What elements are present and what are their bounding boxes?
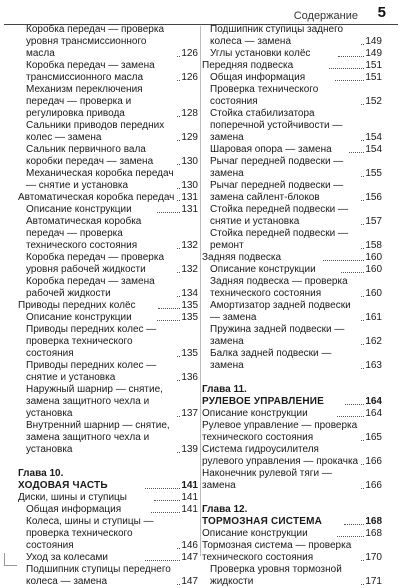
toc-page-number: 154 bbox=[365, 132, 382, 143]
toc-entry-text: Шаровая опора — замена bbox=[210, 144, 332, 155]
toc-entry-text: Общая информация bbox=[210, 72, 306, 83]
toc-page-number: 168 bbox=[365, 528, 383, 539]
toc-section[interactable] bbox=[202, 420, 382, 444]
toc-entry[interactable] bbox=[18, 276, 198, 300]
toc-page-number: 151 bbox=[365, 60, 383, 71]
toc-entry-text: Балка задней подвески — замена bbox=[210, 348, 332, 371]
toc-entry[interactable] bbox=[18, 216, 198, 252]
dot-leader bbox=[361, 248, 364, 249]
chapter-title-row bbox=[202, 516, 382, 528]
dot-leader bbox=[361, 560, 364, 561]
toc-page-number: 146 bbox=[181, 540, 198, 551]
toc-entry-text: Автоматическая коробка передач — проверка технического состояния bbox=[26, 216, 142, 251]
toc-entry-text: Диски, шины и ступицы bbox=[18, 492, 127, 503]
toc-page-number: 134 bbox=[181, 288, 198, 299]
dot-leader bbox=[177, 164, 180, 165]
toc-page-number: 164 bbox=[365, 408, 383, 419]
chapter-title-row bbox=[202, 396, 382, 408]
toc-section[interactable] bbox=[18, 192, 198, 204]
toc-entry-text: Описание конструкции bbox=[26, 312, 132, 323]
dot-leader bbox=[361, 488, 364, 489]
dot-leader bbox=[361, 140, 364, 141]
dot-leader bbox=[338, 56, 364, 57]
toc-entry-text: Механизм переключения передач — проверка и регулировка привода bbox=[26, 84, 143, 119]
toc-entry-text: Проверка технического состояния bbox=[210, 84, 319, 107]
toc-page-number: 132 bbox=[181, 240, 198, 251]
toc-page-number: 135 bbox=[181, 348, 198, 359]
page-number: 5 bbox=[377, 4, 386, 21]
dot-leader bbox=[329, 68, 364, 69]
dot-leader bbox=[145, 560, 181, 561]
dot-leader bbox=[361, 44, 364, 45]
toc-entry-text: Стойка передней подвески — снятие и установка bbox=[210, 204, 349, 227]
toc-entry-text: Сальники приводов передних колес — замена bbox=[26, 120, 165, 143]
toc-page-number: 171 bbox=[365, 576, 382, 587]
toc-entry-text: Тормозная система — проверка технического состояния bbox=[202, 540, 352, 563]
chapter-title: ТОРМОЗНАЯ СИСТЕМА bbox=[202, 516, 323, 527]
toc-page-number: 149 bbox=[365, 36, 382, 47]
toc-section[interactable] bbox=[202, 444, 382, 468]
toc-entry[interactable] bbox=[202, 300, 382, 324]
toc-entry-text: Стойка передней подвески — ремонт bbox=[210, 228, 349, 251]
toc-page-number: 149 bbox=[365, 48, 383, 59]
toc-page-number: 130 bbox=[181, 156, 198, 167]
dot-leader bbox=[177, 56, 180, 57]
toc-page-number: 157 bbox=[365, 216, 382, 227]
toc-entry[interactable] bbox=[18, 168, 198, 192]
toc-section[interactable] bbox=[202, 528, 382, 540]
section-title: Содержание bbox=[293, 10, 358, 22]
toc-entry[interactable] bbox=[202, 348, 382, 372]
dot-leader bbox=[177, 248, 180, 249]
toc-entry-text: Приводы передних колёс bbox=[18, 300, 136, 311]
toc-entry-text: Подшипник ступицы переднего колеса — замена bbox=[26, 564, 171, 587]
dot-leader bbox=[335, 80, 364, 81]
toc-entry[interactable] bbox=[18, 252, 198, 276]
toc-page-number: 161 bbox=[365, 312, 382, 323]
dot-leader bbox=[177, 188, 180, 189]
toc-entry[interactable] bbox=[202, 48, 382, 60]
toc-entry[interactable] bbox=[18, 24, 198, 60]
toc-page-number: 135 bbox=[181, 312, 199, 323]
dot-leader bbox=[177, 140, 180, 141]
dot-leader bbox=[361, 224, 364, 225]
toc-page-number: 132 bbox=[181, 264, 198, 275]
toc-entry[interactable] bbox=[18, 312, 198, 324]
toc-entry[interactable] bbox=[202, 180, 382, 204]
toc-entry-text: Автоматическая коробка передач bbox=[18, 192, 175, 203]
toc-entry[interactable] bbox=[202, 144, 382, 156]
dot-leader bbox=[158, 308, 180, 309]
dot-leader bbox=[361, 440, 364, 441]
toc-page-number: 141 bbox=[181, 492, 199, 503]
dot-leader bbox=[361, 296, 364, 297]
toc-page-number: 166 bbox=[365, 456, 382, 467]
toc-page-number: 136 bbox=[181, 372, 198, 383]
toc-entry-text: Коробка передач — проверка уровня рабочей жидкости bbox=[26, 252, 165, 275]
toc-page-number: 147 bbox=[181, 576, 198, 587]
dot-leader bbox=[177, 584, 180, 585]
dot-leader bbox=[361, 104, 364, 105]
toc-entry[interactable] bbox=[18, 552, 198, 564]
toc-entry-text: Описание конструкции bbox=[202, 408, 308, 419]
toc-page-number: 130 bbox=[181, 180, 198, 191]
toc-entry[interactable] bbox=[18, 504, 198, 516]
chapter-number: Глава 10. bbox=[18, 468, 64, 479]
toc-page-number: 128 bbox=[181, 108, 198, 119]
toc-page-number: 163 bbox=[365, 360, 382, 371]
toc-entry[interactable] bbox=[202, 264, 382, 276]
dot-leader bbox=[177, 380, 180, 381]
dot-leader bbox=[361, 200, 364, 201]
toc-entry[interactable] bbox=[202, 228, 382, 252]
toc-entry-text: Общая информация bbox=[26, 504, 122, 515]
toc-page-number: 126 bbox=[181, 48, 198, 59]
dot-leader bbox=[177, 116, 180, 117]
toc-entry[interactable] bbox=[18, 204, 198, 216]
toc-entry[interactable] bbox=[202, 564, 382, 588]
toc-entry-text: Рулевое управление — проверка технического состояния bbox=[202, 420, 358, 443]
toc-page-number: 131 bbox=[181, 192, 198, 203]
toc-page-number: 137 bbox=[181, 408, 198, 419]
dot-leader bbox=[177, 416, 180, 417]
toc-entry-text: Описание конструкции bbox=[210, 264, 316, 275]
dot-leader bbox=[361, 176, 364, 177]
toc-entry-text: Уход за колесами bbox=[26, 552, 108, 563]
dot-leader bbox=[157, 320, 181, 321]
dot-leader bbox=[177, 356, 180, 357]
toc-entry-text: Подшипник ступицы заднего колеса — замена bbox=[210, 24, 344, 47]
toc-page-number: 129 bbox=[181, 132, 198, 143]
toc-entry-text: Приводы передних колес — снятие и установка bbox=[26, 360, 157, 383]
toc-entry-text: Приводы передних колес — проверка технического состояния bbox=[26, 324, 157, 359]
toc-entry[interactable] bbox=[202, 204, 382, 228]
toc-entry[interactable] bbox=[202, 108, 382, 144]
toc-page-number: 154 bbox=[365, 144, 383, 155]
toc-entry-text: Сальник первичного вала коробки передач — замена bbox=[26, 144, 154, 167]
toc-entry-text: Амортизатор задней подвески — замена bbox=[210, 300, 351, 323]
chapter-title: ХОДОВАЯ ЧАСТЬ bbox=[18, 480, 108, 491]
toc-page-number: 162 bbox=[365, 336, 382, 347]
toc-page-number: 141 bbox=[181, 480, 198, 491]
dot-leader bbox=[337, 416, 365, 417]
toc-page-number: 147 bbox=[181, 552, 199, 563]
toc-page-number: 164 bbox=[365, 396, 382, 407]
toc-page-number: 168 bbox=[365, 516, 383, 527]
dot-leader bbox=[337, 536, 365, 537]
dot-leader bbox=[151, 512, 180, 513]
toc-entry[interactable] bbox=[202, 276, 382, 300]
toc-entry[interactable] bbox=[18, 84, 198, 120]
toc-page-number: 135 bbox=[181, 300, 199, 311]
toc-entry[interactable] bbox=[18, 384, 198, 420]
page-header bbox=[0, 0, 402, 26]
toc-page-number: 160 bbox=[365, 252, 383, 263]
chapter-heading[interactable] bbox=[18, 468, 198, 492]
dot-leader bbox=[361, 320, 364, 321]
toc-page-number: 155 bbox=[365, 168, 382, 179]
toc-entry-text: Коробка передач — проверка уровня трансмиссионного масла bbox=[26, 24, 165, 59]
toc-page-number: 126 bbox=[181, 72, 198, 83]
page-corner-mark bbox=[4, 553, 17, 566]
toc-entry[interactable] bbox=[202, 24, 382, 48]
toc-page-number: 160 bbox=[365, 264, 383, 275]
toc-entry[interactable] bbox=[202, 324, 382, 348]
toc-entry[interactable] bbox=[18, 324, 198, 360]
toc-entry[interactable] bbox=[202, 156, 382, 180]
toc-page-number: 141 bbox=[181, 504, 198, 515]
dot-leader bbox=[349, 152, 365, 153]
toc-page-number: 166 bbox=[365, 480, 382, 491]
toc-entry[interactable] bbox=[18, 516, 198, 552]
toc-entry-text: Рычаг передней подвески — замена сайлент-блоков bbox=[210, 180, 344, 203]
toc-column-right bbox=[202, 24, 382, 588]
dot-leader bbox=[177, 548, 180, 549]
toc-entry-text: Описание конструкции bbox=[202, 528, 308, 539]
chapter-title: РУЛЕВОЕ УПРАВЛЕНИЕ bbox=[202, 396, 325, 407]
dot-leader bbox=[323, 260, 364, 261]
toc-entry[interactable] bbox=[18, 60, 198, 84]
toc-page-number: 160 bbox=[365, 288, 382, 299]
toc-entry-text: Передняя подвеска bbox=[202, 60, 294, 71]
chapter-heading[interactable] bbox=[202, 504, 382, 528]
toc-section[interactable] bbox=[202, 468, 382, 492]
toc-entry-text: Пружина задней подвески — замена bbox=[210, 324, 345, 347]
toc-page-number: 158 bbox=[365, 240, 382, 251]
toc-entry[interactable] bbox=[18, 564, 198, 588]
dot-leader bbox=[177, 296, 180, 297]
toc-page-number: 152 bbox=[365, 96, 382, 107]
chapter-heading[interactable] bbox=[202, 384, 382, 408]
column-divider bbox=[200, 26, 201, 556]
dot-leader bbox=[177, 80, 180, 81]
toc-entry[interactable] bbox=[18, 144, 198, 168]
toc-page-number: 151 bbox=[365, 72, 382, 83]
dot-leader bbox=[177, 452, 180, 453]
dot-leader bbox=[145, 488, 181, 489]
toc-entry-text: Углы установки колёс bbox=[210, 48, 311, 59]
toc-entry[interactable] bbox=[202, 72, 382, 84]
dot-leader bbox=[361, 464, 364, 465]
toc-section[interactable] bbox=[202, 60, 382, 72]
toc-entry-text: Наружный шарнир — снятие, замена защитного чехла и установка bbox=[26, 384, 163, 419]
toc-section[interactable] bbox=[202, 252, 382, 264]
dot-leader bbox=[341, 272, 365, 273]
dot-leader bbox=[361, 344, 364, 345]
toc-entry-text: Описание конструкции bbox=[26, 204, 132, 215]
toc-entry[interactable] bbox=[202, 84, 382, 108]
toc-page-number: 139 bbox=[181, 444, 198, 455]
toc-entry-text: Колеса, шины и ступицы — проверка технического состояния bbox=[26, 516, 154, 551]
toc-entry-text: Наконечник рулевой тяги — замена bbox=[202, 468, 332, 491]
toc-entry-text: Задняя подвеска — проверка технического состояния bbox=[210, 276, 348, 299]
toc-entry-text: Стойка стабилизатора поперечной устойчивости — замена bbox=[210, 108, 343, 143]
toc-entry-text: Задняя подвеска bbox=[202, 252, 282, 263]
toc-entry-text: Проверка уровня тормозной жидкости bbox=[210, 564, 342, 587]
dot-leader bbox=[154, 500, 180, 501]
toc-section[interactable] bbox=[202, 540, 382, 564]
toc-entry-text: Коробка передач — замена рабочей жидкости bbox=[26, 276, 155, 299]
toc-section[interactable] bbox=[202, 408, 382, 420]
dot-leader bbox=[345, 404, 365, 405]
toc-entry[interactable] bbox=[18, 420, 198, 456]
dot-leader bbox=[361, 584, 364, 585]
chapter-title-row bbox=[18, 480, 198, 492]
toc-page-number: 156 bbox=[365, 192, 382, 203]
dot-leader bbox=[177, 272, 180, 273]
toc-entry[interactable] bbox=[18, 360, 198, 384]
toc-entry-text: Механическая коробка передач — снятие и установка bbox=[26, 168, 174, 191]
toc-entry[interactable] bbox=[18, 120, 198, 144]
dot-leader bbox=[344, 524, 365, 525]
toc-entry-text: Внутренний шарнир — снятие, замена защитного чехла и установка bbox=[26, 420, 170, 455]
toc-entry-text: Система гидроусилителя рулевого управления — прокачка bbox=[202, 444, 359, 467]
toc-page-number: 170 bbox=[365, 552, 382, 563]
chapter-number: Глава 12. bbox=[202, 504, 248, 515]
toc-column-left bbox=[18, 24, 198, 588]
dot-leader bbox=[361, 368, 364, 369]
toc-page-number: 165 bbox=[365, 432, 382, 443]
toc-entry-text: Рычаг передней подвески — замена bbox=[210, 156, 344, 179]
toc-page-number: 131 bbox=[181, 204, 199, 215]
toc-entry-text: Коробка передач — замена трансмиссионного масла bbox=[26, 60, 155, 83]
chapter-number: Глава 11. bbox=[202, 384, 247, 395]
dot-leader bbox=[177, 200, 180, 201]
toc-section[interactable] bbox=[18, 492, 198, 504]
dot-leader bbox=[157, 212, 181, 213]
toc-section[interactable] bbox=[18, 300, 198, 312]
